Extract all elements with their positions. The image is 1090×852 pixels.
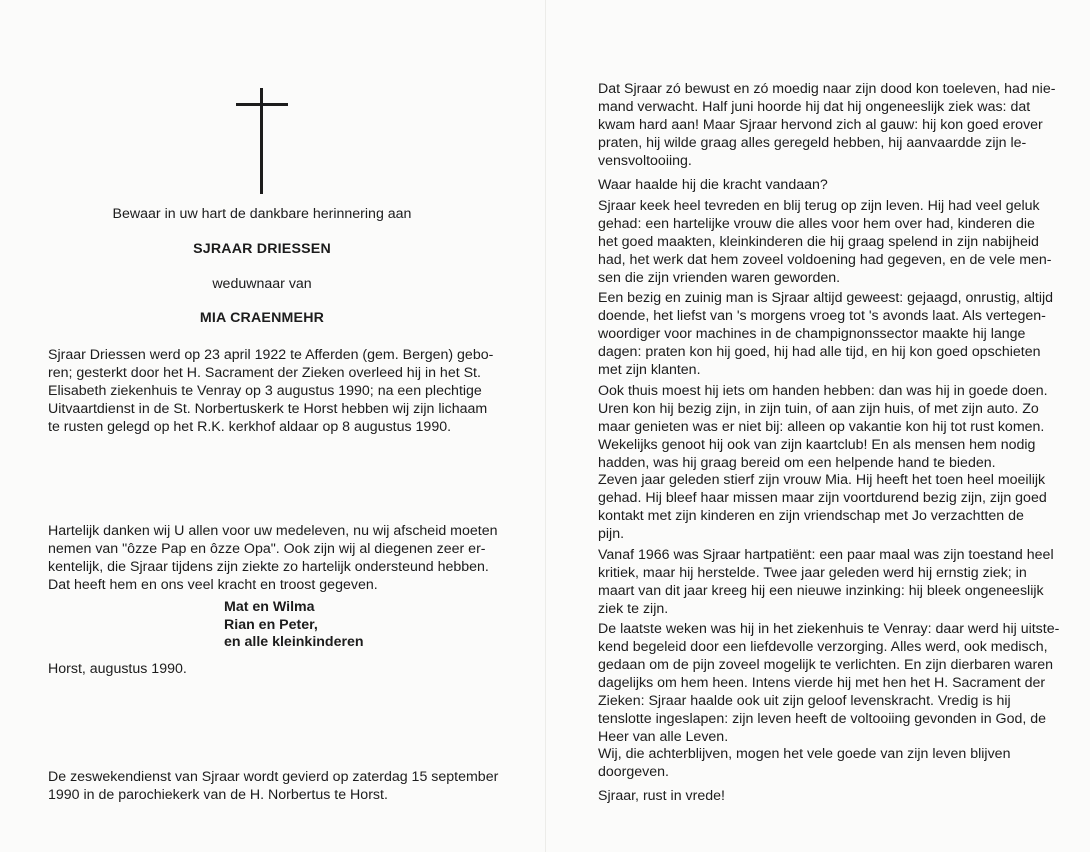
text-line: het goed maakten, kleinkinderen die hij graag spelend in zijn nabijheid [598,234,1039,250]
right-paragraph-9 [598,745,1010,781]
deceased-name: SJRAAR DRIESSEN [193,241,331,257]
text-line: vensvoltooiing. [598,153,692,169]
biography-line: ren; gesterkt door het H. Sacrament der Zieken overleed hij in het St. [48,365,481,381]
text-line: tenslotte ingeslapen: zijn leven heeft de voltooiing gevonden in God, de [598,711,1047,727]
text-line: dagelijks om hem heen. Intens vierde hij met hen het H. Sacrament der [598,675,1046,691]
text-line: ziek te zijn. [598,601,669,617]
text-line: sen die zijn vrienden waren geworden. [598,270,841,286]
right-paragraph-7 [598,546,1054,618]
text-line: Wij, die achterblijven, mogen het vele goede van zijn leven blijven [598,746,1011,762]
thanks-line: kentelijk, die Sjraar tijdens zijn ziekte zo hartelijk ondersteund hebben. [48,559,489,575]
text-line: had, het werk dat hem zoveel voldoening had gegeven, en de vele men- [598,252,1052,268]
text-line: gehad: een hartelijke vrouw die alles voor hem over had, kinderen die [598,216,1035,232]
signature-line: Rian en Peter, [224,616,318,633]
text-line: mand verwacht. Half juni hoorde hij dat hij ongeneeslijk ziek was: dat [598,99,1031,115]
text-line: maar genieten was er niet bij: alleen op vakantie kon hij tot rust komen. [598,419,1045,435]
right-paragraph-10 [598,787,725,805]
place-date: Horst, augustus 1990. [48,661,187,677]
intro-text: Bewaar in uw hart de dankbare herinnering aan [112,206,412,222]
text-line: met zijn klanten. [598,362,701,378]
text-line: praten, hij wilde graag alles geregeld hebben, hij aanvaardde zijn le- [598,135,1027,151]
text-line: kend begeleid door een liefdevolle verzorging. Alles werd, ook medisch, [598,639,1048,655]
text-line: Sjraar keek heel tevreden en blij terug op zijn leven. Hij had veel geluk [598,198,1040,214]
thanks-paragraph [48,522,498,594]
text-line: Uren kon hij bezig zijn, in zijn tuin, of aan zijn huis, of met zijn auto. Zo [598,401,1039,417]
text-line: kritiek, maar hij herstelde. Twee jaar geleden werd hij ernstig ziek; in [598,565,1027,581]
right-paragraph-1 [598,80,1055,170]
text-line: kontakt met zijn kinderen en zijn vriendschap met Jo verzachtten de [598,508,1024,524]
text-line: Waar haalde hij die kracht vandaan? [598,177,828,193]
text-line: Zieken: Sjraar haalde ook uit zijn geloof levenskracht. Vredig is hij [598,693,1011,709]
spouse-name: MIA CRAENMEHR [199,310,325,326]
cross-icon [236,88,288,196]
biography-line: Sjraar Driessen werd op 23 april 1922 te Afferden (gem. Bergen) gebo- [48,347,494,363]
text-line: Zeven jaar geleden stierf zijn vrouw Mia. Hij heeft het toen heel moeilijk [598,472,1046,488]
text-line: kwam hard aan! Maar Sjraar hervond zich al gauw: hij kon goed erover [598,117,1043,133]
fold-line [545,0,546,852]
thanks-line: nemen van "ôzze Pap en ôzze Opa". Ook zijn wij al diegenen zeer er- [48,541,486,557]
text-line: maart van dit jaar kreeg hij een nieuwe inzinking: hij bleek ongeneeslijk [598,583,1044,599]
text-line: hadden, was hij graag bereid om een helpende hand te bieden. [598,455,996,471]
signature-line: Mat en Wilma [224,599,315,615]
thanks-line: Hartelijk danken wij U allen voor uw medeleven, nu wij afscheid moeten [48,523,498,539]
right-paragraph-6 [598,471,1047,543]
text-line: Heer van alle Leven. [598,729,729,745]
relation-text: weduwnaar van [212,276,312,292]
text-line: Wekelijks genoot hij ook van zijn kaartclub! En als mensen hem nodig [598,437,1036,453]
biography-line: Elisabeth ziekenhuis te Venray op 3 augustus 1990; na een plechtige [48,383,482,399]
text-line: Dat Sjraar zó bewust en zó moedig naar zijn dood kon toeleven, had nie- [598,81,1056,97]
biography-line: Uitvaartdienst in de St. Norbertuskerk te Horst hebben wij zijn lichaam [48,401,488,417]
text-line: Vanaf 1966 was Sjraar hartpatiënt: een paar maal was zijn toestand heel [598,547,1054,563]
text-line: doorgeven. [598,764,669,780]
text-line: gehad. Hij bleef haar missen maar zijn voortdurend bezig zijn, zijn goed [598,490,1047,506]
right-paragraph-3 [598,197,1052,287]
service-line: 1990 in de parochiekerk van de H. Norbertus te Horst. [48,787,388,803]
text-line: woordiger voor machines in de champignonssector maakte hij lange [598,326,1026,342]
text-line: De laatste weken was hij in het ziekenhuis te Venray: daar werd hij uitste- [598,621,1060,637]
right-paragraph-4 [598,289,1053,379]
signatures [224,599,364,652]
biography-paragraph [48,346,493,436]
signature-line: en alle kleinkinderen [224,634,364,650]
right-paragraph-2 [598,176,828,194]
text-line: Sjraar, rust in vrede! [598,788,725,804]
service-paragraph [48,768,498,804]
text-line: gedaan om de pijn zoveel mogelijk te verlichten. En zijn dierbaren waren [598,657,1054,673]
biography-line: te rusten gelegd op het R.K. kerkhof aldaar op 8 augustus 1990. [48,419,452,435]
right-paragraph-5 [598,382,1048,472]
right-paragraph-8 [598,620,1059,746]
text-line: dagen: praten kon hij goed, hij had alle tijd, en hij kon goed opschieten [598,344,1041,360]
text-line: pijn. [598,526,625,542]
text-line: Een bezig en zuinig man is Sjraar altijd geweest: gejaagd, onrustig, altijd [598,290,1054,306]
service-line: De zeswekendienst van Sjraar wordt gevierd op zaterdag 15 september [48,769,499,785]
text-line: Ook thuis moest hij iets om handen hebben: dan was hij in goede doen. [598,383,1048,399]
text-line: doende, het liefst van 's morgens vroeg tot 's avonds laat. Als vertegen- [598,308,1046,324]
thanks-line: Dat heeft hem en ons veel kracht en troost gegeven. [48,577,378,593]
